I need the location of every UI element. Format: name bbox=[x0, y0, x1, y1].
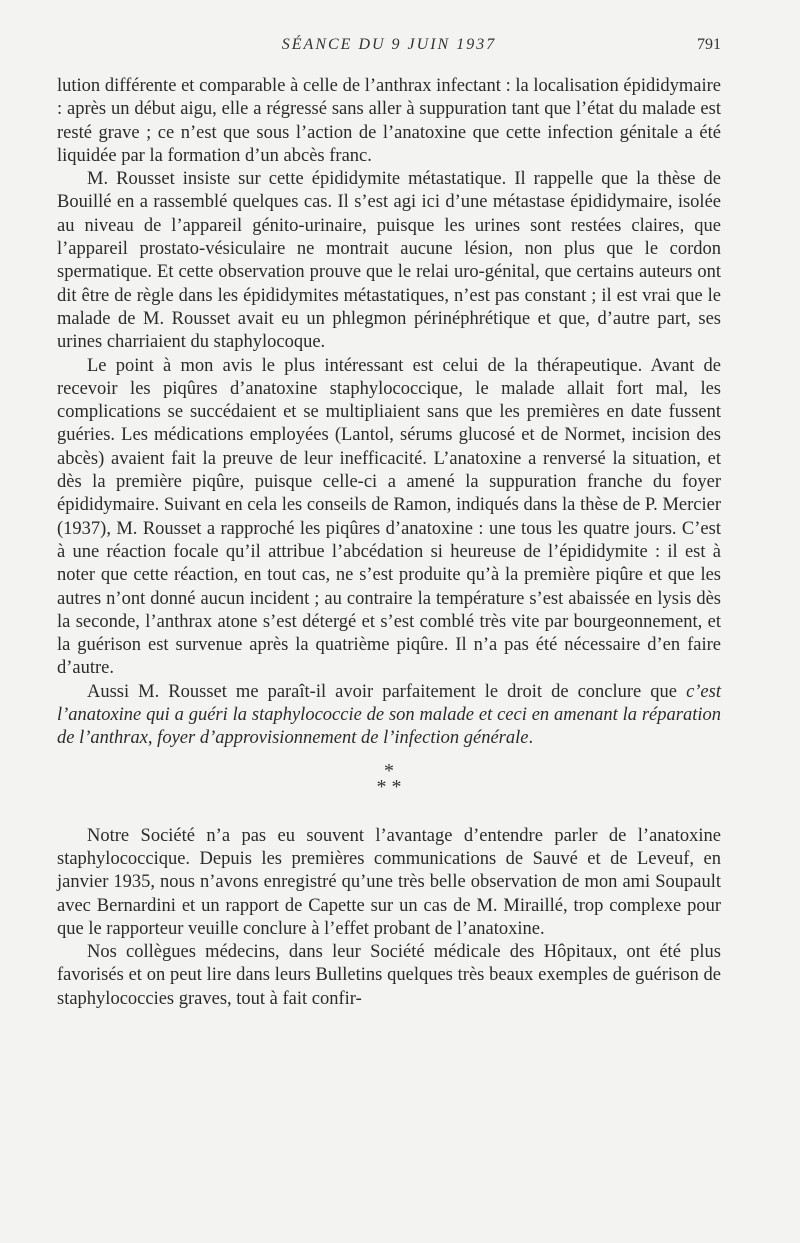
paragraph-therapeutique: Le point à mon avis le plus intéressant est celui de la thérapeutique. Avant de recevoir les piqûres d’anatoxine staphylococcique, le malade allait fort mal, les complications se succédaient et se multipliaient sans que les premières en date fussent guéries. Les médications employées (Lantol, sérums glucosé et de Normet, incision des abcès) avaient fait la preuve de leur inefficacité. L’anatoxine a renversé la situation, et dès la première piqûre, puisque celle-ci a amené la suppuration franche du foyer épididymaire. Suivant en cela les conseils de Ramon, indiqués dans la thèse de P. Mercier (1937), M. Rousset a rapproché les piqûres d’anatoxine : une tous les quatre jours. C’est à une réaction focale qu’il attribue l’abcédation si heureuse de l’épididymite : il est à noter que cette réaction, en tout cas, ne s’est produite qu’à la première piqûre et que les autres n’ont donné aucun incident ; au contraire la température s’est abaissée en lysis dès la seconde, l’anthrax atone s’est détergé et s’est comblé très vite par bourgeonnement, et la guérison est survenue après la quatrième piqûre. Il n’a pas été nécessaire d’en faire d’autre. bbox=[57, 355, 721, 679]
paragraph-rousset-epididymite: M. Rousset insiste sur cette épididymite métastatique. Il rappelle que la thèse de Bouillé en a rassemblé quelques cas. Il s’est agi ici d’une métastase épididymaire, isolée au niveau de l’appareil génito-urinaire, puisque les urines sont restées claires, que l’appareil prostato-vésiculaire ne montrait aucune lésion, non plus que le cordon spermatique. Et cette observation prouve que le relai uro-génital, que certains auteurs ont dit être de règle dans les épididymites métastatiques, n’est pas constant ; il est vrai que le malade de M. Rousset avait eu un phlegmon périnéphrétique et que, d’autre part, ses urines charriaient du staphylocoque. bbox=[57, 169, 721, 353]
paragraph-collegues: Nos collègues médecins, dans leur Société médicale des Hôpitaux, ont été plus favorisés et on peut lire dans leurs Bulletins quelques très beaux exemples de guérison de staphylococcies graves, tout à fait confir- bbox=[57, 942, 721, 1009]
paragraph-conclusion bbox=[57, 681, 721, 751]
conclusion-lead: Aussi M. Rousset me paraît-il avoir parfaitement le droit de conclure que bbox=[87, 681, 687, 702]
separator-top-star: * bbox=[384, 759, 394, 782]
paragraph-continuation: lution différente et comparable à celle de l’anthrax infectant : la localisation épididymaire : après un début aigu, elle a régressé sans aller à suppuration tant que l’état du malade est resté grave ; ce n’est que sous l’action de l’anatoxine que cette infection génitale a été liquidée par la formation d’un abcès franc. bbox=[57, 76, 721, 166]
conclusion-italic: c’est l’anatoxine qui a guéri la staphylococcie de son malade et ceci en amenant la réparation de l’anthrax, foyer d’approvisionnement de l’infection générale bbox=[57, 681, 721, 749]
paragraph-societe: Notre Société n’a pas eu souvent l’avantage d’entendre parler de l’anatoxine staphylococcique. Depuis les premières communications de Sauvé et de Leveuf, en janvier 1935, nous n’avons enregistré qu’une très belle observation de mon ami Soupault avec Bernardini et un rapport de Capette sur un cas de M. Miraillé, trop complexe pour que le rapporteur veuille conclure à l’effet probant de l’anatoxine. bbox=[57, 825, 721, 939]
conclusion-tail: . bbox=[528, 728, 534, 749]
section-separator bbox=[57, 759, 721, 798]
running-title: SÉANCE DU 9 JUIN 1937 bbox=[281, 36, 497, 53]
document-page bbox=[57, 0, 721, 1243]
body-text bbox=[57, 75, 721, 1011]
page-number: 791 bbox=[697, 36, 721, 53]
running-header bbox=[57, 36, 721, 60]
separator-bottom-stars: * * bbox=[376, 775, 402, 798]
